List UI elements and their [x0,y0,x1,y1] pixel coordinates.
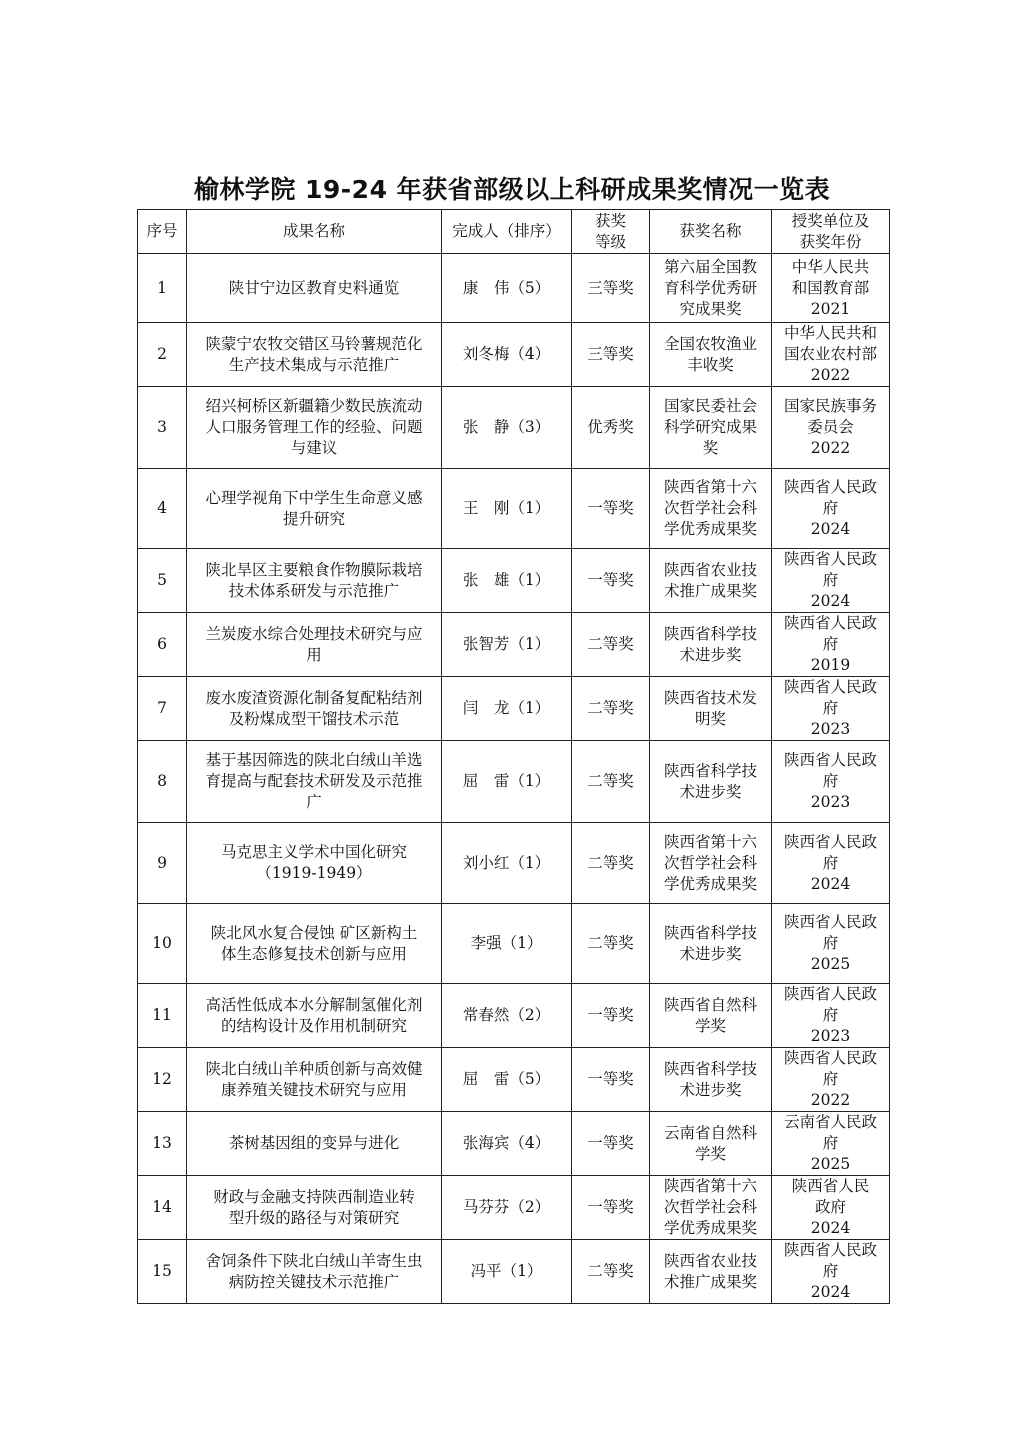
cell-level: 一等奖 [572,549,650,613]
cell-unit-line: 2022 [810,1091,851,1109]
table-row [138,323,890,387]
table-row [138,1176,890,1240]
cell-award [650,613,772,677]
cell-unit-line: 2021 [810,299,851,318]
table-row [138,1240,890,1304]
cell-unit-line: 政府 [814,1198,846,1216]
cell-award [650,984,772,1048]
cell-title-line: 广 [306,793,322,811]
cell-unit-line: 府 [822,1134,839,1152]
table-row [138,904,890,984]
cell-title-line: 及粉煤成型干馏技术示范 [228,709,400,728]
cell-title [187,741,442,823]
cell-title [187,613,442,677]
cell-unit [772,254,890,323]
header-level-line: 等级 [594,232,626,251]
cell-award-line: 学奖 [694,1144,726,1163]
cell-award-line: 学优秀成果奖 [663,520,757,538]
cell-unit-line: 陕西省人民政 [783,550,877,568]
cell-award-line: 次哲学社会科 [663,853,757,872]
cell-unit-line: 陕西省人民政 [783,678,877,696]
cell-award [650,741,772,823]
cell-unit [772,549,890,613]
cell-level: 二等奖 [572,613,650,677]
cell-award [650,904,772,984]
cell-title-line: 基于基因筛选的陕北白绒山羊选 [205,751,423,769]
cell-unit [772,1112,890,1176]
cell-title-line: 育提高与配套技术研发及示范推 [205,772,423,790]
cell-title-line: 陕北风水复合侵蚀 矿区新构土 [210,923,418,942]
cell-unit [772,741,890,823]
cell-no: 5 [138,549,187,613]
cell-level: 二等奖 [572,823,650,904]
cell-title-line: 陕北白绒山羊种质创新与高效健 [205,1059,423,1078]
cell-person: 刘冬梅（4） [442,323,572,387]
table-row [138,1048,890,1112]
cell-no: 2 [138,323,187,387]
cell-person: 马芬芬（2） [442,1176,572,1240]
cell-unit-line: 陕西省人民政 [783,1241,877,1259]
cell-unit-line: 2023 [810,793,851,811]
cell-no: 8 [138,741,187,823]
cell-title [187,387,442,469]
cell-unit [772,323,890,387]
header-person: 完成人（排序） [442,210,572,254]
cell-title [187,1176,442,1240]
cell-person: 冯平（1） [442,1240,572,1304]
awards-table [137,209,890,1304]
cell-person: 王 刚（1） [442,469,572,549]
cell-unit [772,984,890,1048]
cell-award-line: 育科学优秀研 [663,278,757,297]
cell-unit-line: 中华人民共和 [783,324,877,342]
cell-no: 6 [138,613,187,677]
cell-title [187,254,442,323]
cell-person: 屈 雷（1） [442,741,572,823]
cell-no: 15 [138,1240,187,1304]
header-level [572,210,650,254]
cell-unit-line: 2025 [810,1155,851,1173]
header-title: 成果名称 [187,210,442,254]
cell-unit-line: 中华人民共 [791,257,870,276]
cell-title [187,549,442,613]
cell-award-line: 陕西省科学技 [663,761,757,780]
cell-title-line: 用 [306,645,322,664]
cell-title [187,904,442,984]
table-row [138,549,890,613]
cell-award-line: 陕西省科学技 [663,624,757,643]
cell-award-line: 陕西省科学技 [663,923,757,942]
table-header-row [138,210,890,254]
cell-person: 常春然（2） [442,984,572,1048]
cell-award-line: 国家民委社会 [663,397,757,415]
cell-person: 刘小红（1） [442,823,572,904]
cell-award-line: 陕西省农业技 [663,560,757,579]
cell-award [650,549,772,613]
cell-unit [772,1240,890,1304]
cell-award-line: 丰收奖 [687,355,734,374]
header-no: 序号 [138,210,187,254]
cell-award-line: 学优秀成果奖 [663,1219,757,1237]
cell-unit-line: 陕西省人民政 [783,985,877,1003]
cell-title-line: 马克思主义学术中国化研究 [220,843,407,861]
cell-award-line: 术推广成果奖 [663,581,757,600]
cell-award-line: 术进步奖 [679,782,742,801]
cell-title [187,469,442,549]
cell-unit-line: 府 [822,635,839,653]
cell-title-line: 废水废渣资源化制备复配粘结剂 [205,688,423,707]
table-row [138,984,890,1048]
cell-unit-line: 国家民族事务 [783,397,877,415]
cell-award-line: 第六届全国教 [663,257,757,276]
cell-no: 13 [138,1112,187,1176]
cell-award [650,469,772,549]
cell-level: 优秀奖 [572,387,650,469]
cell-level: 三等奖 [572,323,650,387]
cell-title [187,823,442,904]
cell-title [187,1048,442,1112]
cell-level: 一等奖 [572,1112,650,1176]
cell-title [187,1240,442,1304]
header-award: 获奖名称 [650,210,772,254]
cell-title-line: 型升级的路径与对策研究 [228,1208,400,1227]
cell-award-line: 次哲学社会科 [663,1198,757,1216]
cell-award-line: 术进步奖 [679,944,742,963]
cell-unit-line: 2022 [810,439,851,457]
cell-title [187,323,442,387]
cell-unit [772,677,890,741]
cell-award-line: 学奖 [694,1016,726,1035]
cell-unit-line: 2023 [810,1027,851,1045]
cell-award-line: 学优秀成果奖 [663,874,757,893]
header-unit [772,210,890,254]
table-row [138,387,890,469]
cell-award [650,677,772,741]
cell-title [187,1112,442,1176]
cell-unit [772,823,890,904]
cell-title-line: 的结构设计及作用机制研究 [220,1016,407,1035]
cell-title-line: 陕蒙宁农牧交错区马铃薯规范化 [205,334,423,353]
cell-award-line: 术进步奖 [679,645,742,664]
cell-no: 7 [138,677,187,741]
cell-level: 一等奖 [572,1176,650,1240]
cell-title-line: 财政与金融支持陕西制造业转 [213,1187,415,1206]
cell-unit-line: 2023 [810,720,851,738]
cell-person: 李强（1） [442,904,572,984]
cell-award-line: 云南省自然科 [663,1123,757,1142]
cell-award-line: 陕西省第十六 [663,1177,757,1195]
cell-title-line: 陕北旱区主要粮食作物膜际栽培 [205,560,423,579]
cell-unit-line: 府 [822,699,839,717]
cell-title-line: （1919-1949） [256,864,372,882]
cell-title-line: 陕甘宁边区教育史料通览 [228,278,400,297]
cell-unit-line: 府 [822,772,839,790]
table-row [138,254,890,323]
cell-award-line: 术进步奖 [679,1080,742,1099]
cell-unit-line: 陕西省人民 [791,1177,870,1195]
cell-unit-line: 陕西省人民政 [783,1049,877,1067]
cell-unit-line: 2019 [810,656,851,674]
table-row [138,823,890,904]
cell-unit [772,904,890,984]
cell-unit-line: 府 [822,853,839,872]
cell-unit-line: 陕西省人民政 [783,478,877,496]
cell-award [650,387,772,469]
cell-no: 1 [138,254,187,323]
cell-title-line: 病防控关键技术示范推广 [228,1272,400,1291]
cell-award [650,823,772,904]
cell-award-line: 次哲学社会科 [663,499,757,517]
cell-unit-line: 陕西省人民政 [783,913,877,931]
cell-award-line: 科学研究成果 [663,418,757,436]
cell-unit-line: 府 [822,1262,839,1280]
cell-unit [772,387,890,469]
cell-level: 一等奖 [572,984,650,1048]
cell-award [650,1112,772,1176]
cell-unit-line: 国农业农村部 [783,345,877,363]
cell-award [650,254,772,323]
cell-no: 4 [138,469,187,549]
cell-unit [772,613,890,677]
cell-unit [772,1048,890,1112]
cell-title [187,677,442,741]
header-level-line: 获奖 [594,211,626,230]
cell-unit-line: 2025 [810,955,851,973]
cell-unit-line: 陕西省人民政 [783,751,877,769]
cell-award-line: 陕西省农业技 [663,1251,757,1270]
cell-title [187,984,442,1048]
cell-title-line: 技术体系研发与示范推广 [228,581,400,600]
table-row [138,1112,890,1176]
cell-no: 9 [138,823,187,904]
cell-unit-line: 云南省人民政 [783,1113,877,1131]
header-unit-line: 授奖单位及 [791,211,870,230]
cell-award-line: 陕西省自然科 [663,995,757,1014]
cell-title-line: 茶树基因组的变异与进化 [228,1134,400,1152]
cell-title-line: 与建议 [290,439,338,457]
cell-award [650,323,772,387]
cell-award [650,1240,772,1304]
cell-unit [772,469,890,549]
cell-unit-line: 府 [822,571,839,589]
cell-award-line: 陕西省科学技 [663,1059,757,1078]
cell-unit-line: 2022 [810,366,851,384]
cell-award-line: 陕西省技术发 [663,688,757,707]
page-title: 榆林学院 19-24 年获省部级以上科研成果奖情况一览表 [193,175,831,204]
cell-award-line: 奖 [702,439,719,457]
cell-no: 14 [138,1176,187,1240]
cell-title-line: 提升研究 [282,509,345,528]
cell-title-line: 人口服务管理工作的经验、问题 [205,418,423,436]
cell-no: 12 [138,1048,187,1112]
cell-person: 屈 雷（5） [442,1048,572,1112]
cell-level: 二等奖 [572,677,650,741]
cell-unit-line: 府 [822,934,839,952]
cell-award-line: 陕西省第十六 [663,478,757,496]
cell-person: 张海宾（4） [442,1112,572,1176]
table-row [138,741,890,823]
table-row [138,469,890,549]
cell-award [650,1176,772,1240]
cell-award-line: 明奖 [694,709,726,728]
cell-no: 3 [138,387,187,469]
cell-level: 二等奖 [572,904,650,984]
cell-title-line: 舍饲条件下陕北白绒山羊寄生虫 [205,1251,423,1270]
cell-unit-line: 府 [822,1070,839,1088]
header-unit-line: 获奖年份 [799,232,862,251]
table-row [138,613,890,677]
cell-award-line: 全国农牧渔业 [663,334,757,353]
cell-person: 张 雄（1） [442,549,572,613]
cell-unit-line: 府 [822,499,839,517]
cell-no: 10 [138,904,187,984]
cell-person: 康 伟（5） [442,254,572,323]
cell-no: 11 [138,984,187,1048]
cell-level: 二等奖 [572,1240,650,1304]
cell-person: 闫 龙（1） [442,677,572,741]
cell-level: 一等奖 [572,469,650,549]
cell-unit-line: 陕西省人民政 [783,614,877,632]
cell-title-line: 康养殖关键技术研究与应用 [220,1080,407,1099]
table-row [138,677,890,741]
cell-level: 三等奖 [572,254,650,323]
cell-unit-line: 2024 [810,874,851,893]
cell-unit-line: 2024 [810,520,851,538]
cell-title-line: 高活性低成本水分解制氢催化剂 [205,995,423,1014]
cell-unit-line: 2024 [810,592,851,610]
cell-award-line: 究成果奖 [679,299,742,318]
cell-unit-line: 2024 [810,1283,851,1301]
cell-title-line: 绍兴柯桥区新疆籍少数民族流动 [205,397,423,415]
cell-title-line: 体生态修复技术创新与应用 [220,944,407,963]
cell-level: 二等奖 [572,741,650,823]
cell-unit-line: 委员会 [807,418,854,436]
cell-award-line: 术推广成果奖 [663,1272,757,1291]
cell-person: 张 静（3） [442,387,572,469]
cell-unit-line: 和国教育部 [791,278,870,297]
cell-unit-line: 府 [822,1006,839,1024]
cell-title-line: 生产技术集成与示范推广 [228,355,400,374]
cell-award [650,1048,772,1112]
cell-unit [772,1176,890,1240]
cell-level: 一等奖 [572,1048,650,1112]
cell-unit-line: 2024 [810,1219,851,1237]
cell-person: 张智芳（1） [442,613,572,677]
cell-title-line: 心理学视角下中学生生命意义感 [205,488,423,507]
table-body [138,254,890,1304]
cell-award-line: 陕西省第十六 [663,832,757,851]
cell-title-line: 兰炭废水综合处理技术研究与应 [205,624,423,643]
cell-unit-line: 陕西省人民政 [783,832,877,851]
